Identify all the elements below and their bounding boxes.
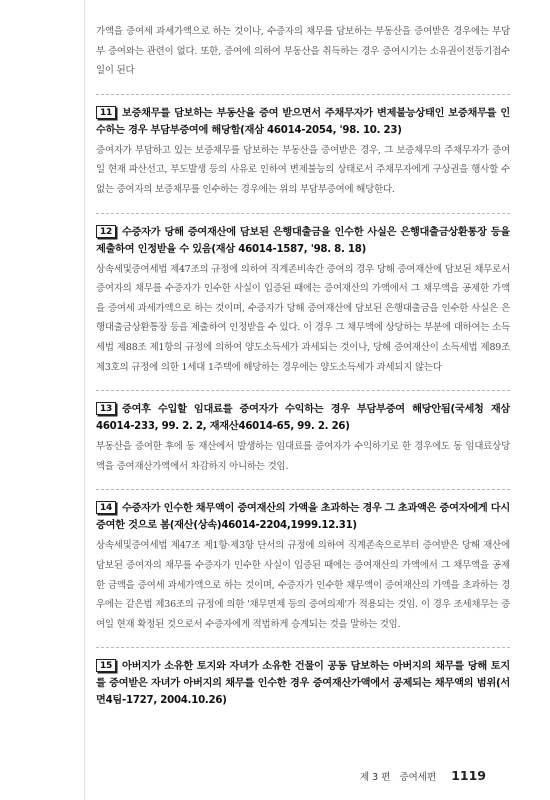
margin-rule	[84, 0, 85, 800]
intro-paragraph: 가액을 증여세 과세가액으로 하는 것이나, 수증자의 채무를 담보하는 부동산을 증여받은 경우에는 부담부 증여와는 관련이 없다. 또한, 증여에 의하여 부동산을 취득하는 경우 증여시기는 소유권이전등기접수일이 된다	[96, 26, 510, 77]
footer-part: 제 3 편	[359, 772, 391, 783]
section-number-badge: 12	[96, 225, 116, 238]
section-title: 수증자가 인수한 채무액이 증여재산의 가액을 초과하는 경우 그 초과액은 증여자에게 다시 증여한 것으로 봄(재산(상속)46014-2204,1999.12.31)	[96, 503, 510, 532]
section-body: 상속세및증여세법 제47조의 규정에 의하여 직계존비속간 증여의 경우 당해 증여재산에 담보된 채무로서 증여자의 채무를 수증자가 인수한 사실이 입증된 때에는 증여재산의 가액에서 그 채무액을 공제한 가액을 증여세 과세가액으로 하는 것이며, 수증자가 당해 증여재산에 담보된 은행대출금을 인수한 사실은 은행대출금상환통장 등을 제출하여 인정받을 수 있다. 이 경우 그 채무액에 상당하는 부분에 대하여는 소득세법 제88조 제1항의 규정에 의하여 양도소득세가 과세되는 것이나, 당해 증여재산이 소득세법 제89조 제3호의 규정에 의한 1세대 1주택에 해당하는 경우에는 양도소득세가 과세되지 않는다	[96, 263, 510, 373]
page-footer	[360, 768, 486, 783]
footer-section: 증여세편	[399, 772, 437, 783]
section-heading	[96, 224, 510, 258]
section-title: 아버지가 소유한 토지와 자녀가 소유한 건물이 공동 담보하는 아버지의 채무를 당해 토지를 증여받은 자녀가 아버지의 채무를 인수한 경우 증여재산가액에서 공제되는 채무액의 범위(서면4팀-1727, 2004.10.26)	[96, 661, 510, 707]
section-number-badge: 15	[96, 659, 116, 672]
section-number-badge: 13	[96, 402, 116, 415]
section-heading	[96, 500, 510, 534]
section-divider	[96, 647, 510, 648]
section-title: 수증자가 당해 증여재산에 담보된 은행대출금을 인수한 사실은 은행대출금상환통장 등을 제출하여 인정받을 수 있음(재삼 46014-1587, '98. 8. 18)	[96, 226, 510, 255]
section-14	[96, 489, 510, 634]
section-divider	[96, 94, 510, 95]
section-divider	[96, 390, 510, 391]
section-number-badge: 11	[96, 106, 116, 119]
page-number: 1119	[451, 768, 486, 783]
section-divider	[96, 213, 510, 214]
section-heading	[96, 658, 510, 709]
section-heading	[96, 105, 510, 139]
section-title: 보증채무를 담보하는 부동산을 증여 받으면서 주채무자가 변제불능상태인 보증채무를 인수하는 경우 부담부증여에 해당함(재삼 46014-2054, '98. 10. 23)	[96, 107, 510, 136]
section-15	[96, 647, 510, 709]
section-body: 증여자가 부담하고 있는 보증채무를 담보하는 부동산을 증여받은 경우, 그 보증채무의 주채무자가 증여일 현재 파산선고, 부도발생 등의 사유로 인하여 변제불능의 상태로서 주채무자에게 구상권을 행사할 수 없는 증여자의 보증채무를 인수하는 경우에는 위의 부담부증여에 해당한다.	[96, 144, 510, 195]
section-body: 상속세및증여세법 제47조 제1항·제3항 단서의 규정에 의하여 직계존속으로부터 증여받은 당해 재산에 담보된 증여자의 채무를 수증자가 인수한 사실이 입증된 때에는 증여재산의 가액에서 그 채무액을 공제한 금액을 증여세 과세가액으로 하는 것이며, 수증자가 인수한 채무액이 증여재산의 가액을 초과하는 경우에는 같은법 제36조의 규정에 의한 '채무면제 등의 증여의제'가 적용되는 것임. 이 경우 조세채무는 증여일 현재 확정된 것으로서 수증자에게 적법하게 승계되는 것을 말하는 것임.	[96, 540, 510, 630]
section-title: 증여후 수입할 임대료를 증여자가 수익하는 경우 부담부증여 해당안됨(국세청 재삼46014-233, 99. 2. 2, 재재산46014-65, 99. 2. 26)	[96, 404, 510, 433]
section-11	[96, 94, 510, 200]
section-divider	[96, 489, 510, 490]
section-13	[96, 390, 510, 476]
section-number-badge: 14	[96, 501, 116, 514]
page-content	[96, 22, 510, 709]
section-12	[96, 213, 510, 378]
section-body: 부동산을 증여한 후에 동 재산에서 발생하는 임대료를 증여자가 수익하기로 한 경우에도 동 임대료상당액을 증여재산가액에서 차감하지 아니하는 것임.	[96, 441, 510, 472]
section-heading	[96, 401, 510, 435]
